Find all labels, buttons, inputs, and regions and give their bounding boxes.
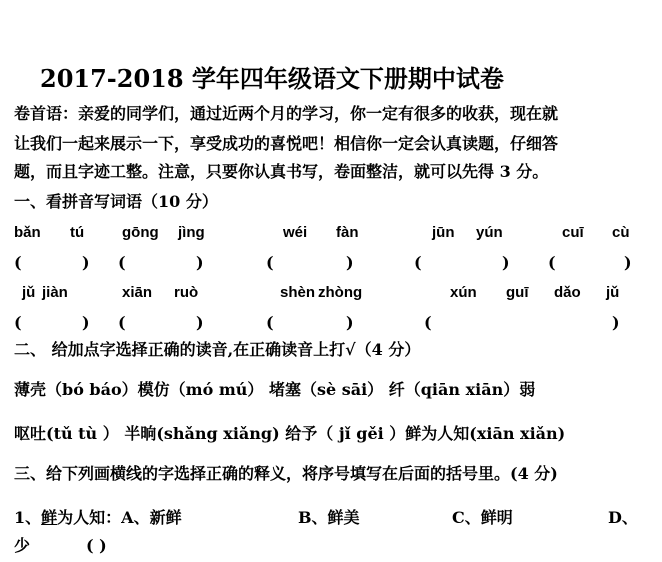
item1-prefix: 1、 [14,508,42,527]
pinyin-2-10: jǔ [606,284,620,301]
answer-box-5-close: ) [624,253,632,272]
answer-box-1-open: ( [14,253,22,272]
answer-box-8-close: ) [346,313,354,332]
pinyin-2-4: ruò [174,284,199,301]
pinyin-1-7: jūn [432,224,455,241]
option-c: C、鲜明 [452,508,513,527]
answer-box-2-open: ( [118,253,126,272]
pinyin-2-6: zhòng [318,284,363,301]
section3-item-1 [14,508,182,528]
section2-line-2: 呕吐(tǔ tù ） 半晌(shǎng xiǎng) 给予（ jǐ gěi ）鲜为人知(xiān xiǎn) [14,424,566,443]
pinyin-2-7: xún [450,284,477,301]
intro-line-1 [14,104,558,124]
pinyin-1-2: tú [70,224,85,241]
item1-word: 鲜 [41,508,58,527]
option-d-cont: 少 [14,536,31,555]
intro-text-1: 亲爱的同学们，通过近两个月的学习，你一定有很多的收获，现在就 [78,104,559,123]
answer-box-6-open: ( [14,313,22,332]
answer-blank: ( ) [86,536,107,555]
pinyin-1-8: yún [476,224,503,241]
option-b: B、鲜美 [298,508,360,527]
pinyin-2-3: xiān [122,284,153,301]
pinyin-1-6: fàn [336,224,359,241]
section2-heading: 二、 给加点字选择正确的读音,在正确读音上打√（4 分） [14,340,421,359]
pinyin-1-1: bǎn [14,224,41,241]
answer-box-5-open: ( [548,253,556,272]
answer-box-3-close: ) [346,253,354,272]
section2-line-1: 薄壳（bó báo）模仿（mó mú） 堵塞（sè sāi） 纤（qiān xiān）弱 [14,380,536,399]
intro-line-2: 让我们一起来展示一下，享受成功的喜悦吧！相信你一定会认真读题，仔细答 [14,134,559,153]
pinyin-2-1: jǔ [22,284,36,301]
pinyin-2-8: guī [506,284,529,301]
pinyin-2-5: shèn [280,284,316,301]
option-d: D、 [608,508,638,527]
answer-box-3-open: ( [266,253,274,272]
pinyin-1-9: cuī [562,224,584,241]
item1-rest: 为人知：A、新鲜 [57,508,182,527]
pinyin-2-9: dǎo [554,284,581,301]
pinyin-2-2: jiàn [42,284,68,301]
answer-box-4-open: ( [414,253,422,272]
section1-heading: 一、看拼音写词语（10 分） [14,192,218,211]
intro-label: 卷首语： [14,104,79,123]
pinyin-1-4: jìng [178,224,205,241]
answer-box-8-open: ( [266,313,274,332]
page-title: 2017-2018 学年四年级语文下册期中试卷 [40,64,504,93]
pinyin-1-5: wéi [283,224,308,241]
answer-box-9-open: ( [424,313,432,332]
answer-box-9-close: ) [612,313,620,332]
section3-heading: 三、给下列画横线的字选择正确的释义，将序号填写在后面的括号里。(4 分) [14,464,558,483]
pinyin-1-10: cù [612,224,630,241]
answer-box-1-close: ) [82,253,90,272]
answer-box-7-open: ( [118,313,126,332]
answer-box-6-close: ) [82,313,90,332]
intro-line-3: 题，而且字迹工整。注意，只要你认真书写，卷面整洁，就可以先得 3 分。 [14,162,549,181]
answer-box-2-close: ) [196,253,204,272]
pinyin-1-3: gōng [122,224,159,241]
answer-box-7-close: ) [196,313,204,332]
answer-box-4-close: ) [502,253,510,272]
